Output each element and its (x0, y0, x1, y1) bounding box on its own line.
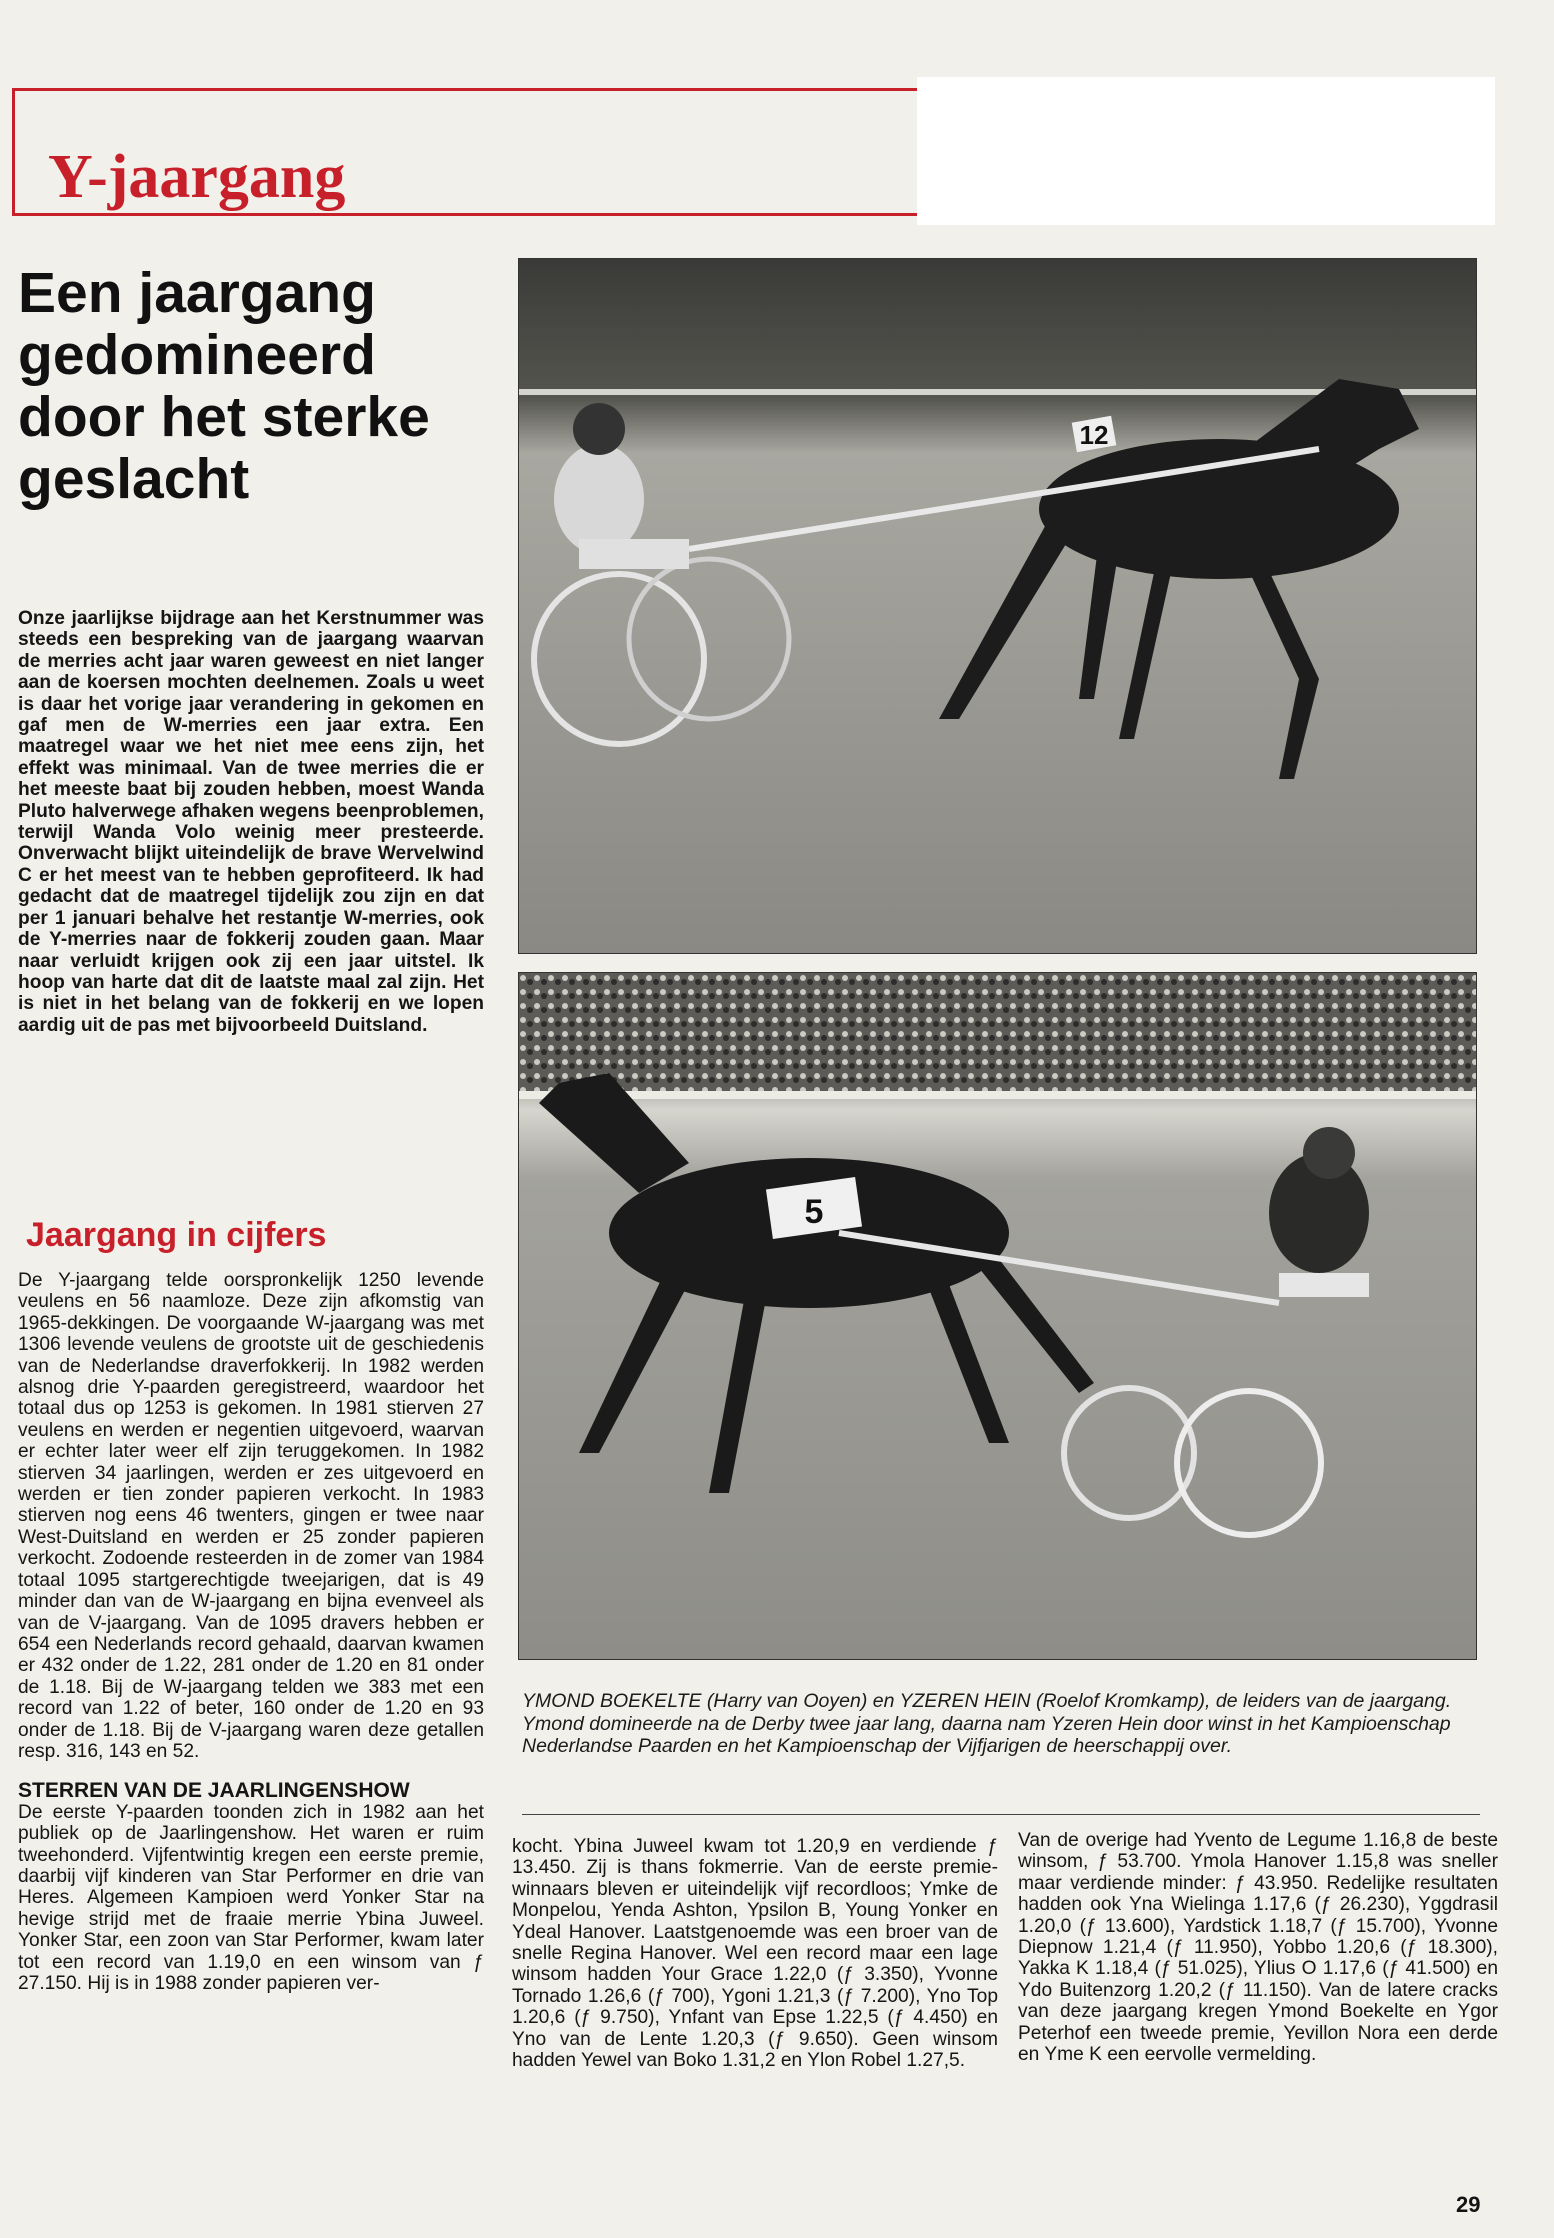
section-tag: Y-jaargang (48, 146, 351, 208)
photo-trotter-12 (518, 258, 1477, 954)
header-rule-left (12, 88, 15, 216)
photo-caption: YMOND BOEKELTE (Harry van Ooyen) en YZEREN HEIN (Roelof Kromkamp), de leiders van de jaargang. Ymond domineerde na de Derby twee jaar lang, daarna nam Yzeren Hein door winst in het Kampioenschap Nederlandse Paarden en het Kampioenschap der Vijfjarigen de heerschappij over. (522, 1690, 1452, 1758)
photo-trotter-5-image (519, 973, 1476, 1659)
jaarlingenshow-text-1: De eerste Y-paarden toonden zich in 1982 aan het publiek op de Jaarlingenshow. Het waren er ruim tweehonderd. Vijfentwintig kregen een eerste premie, daarbij vijf kinderen van Star Performer en drie van Heres. Algemeen Kampioen werd Yonker Star na hevige strijd met de fraaie merrie Ybina Juweel. Yonker Star, een zoon van Star Performer, kwam later tot een record van 1.19,0 en een winsom van ƒ 27.150. Hij is in 1988 zonder papieren ver- (18, 1801, 484, 1994)
article-headline: Een jaargang gedomineerd door het sterke geslacht (18, 261, 430, 511)
jaarlingenshow-text-2: kocht. Ybina Juweel kwam tot 1.20,9 en verdiende ƒ 13.450. Zij is thans fokmerrie. Van de eerste premie-winnaars bleven er uiteindelijk vijf recordloos; Ymke de Monpelou, Yenda Ashton, Ypsilon B, Young Yonker en Ydeal Hanover. Laatstgenoemde was een broer van de snelle Regina Hanover. Wel een record maar een lage winsom hadden Your Grace 1.22,0 (ƒ 3.350), Yvonne Tornado 1.26,6 (ƒ 700), Ygoni 1.21,3 (ƒ 7.200), Yno Top 1.20,6 (ƒ 9.750), Ynfant van Epse 1.22,5 (ƒ 4.450) en Yno van de Lente 1.20,3 (ƒ 9.650). Geen winsom hadden Yewel van Boko 1.31,2 en Ylon Robel 1.27,5. (512, 1836, 998, 2072)
photo-trotter-12-image (519, 259, 1476, 953)
blank-label-box (917, 77, 1495, 225)
column-right-body (1018, 1830, 1498, 2065)
section-heading-jaarlingenshow: STERREN VAN DE JAARLINGENSHOW (18, 1779, 410, 1803)
intro-text: Onze jaarlijkse bijdrage aan het Kerstnummer was steeds een bespreking van de jaargang waarvan de merries acht jaar waren geweest en niet langer aan de koersen mochten deelnemen. Zoals u weet is daar het vorige jaar verandering in gekomen en gaf men de W-merries een jaar extra. Een maatregel waar we het niet mee eens zijn, het effekt was minimaal. Van de twee merries die er het meeste baat bij zouden hebben, moest Wanda Pluto halverwege afhaken wegens beenproblemen, terwijl Wanda Volo weinig meer presteerde. Onverwacht blijkt uiteindelijk de brave Wervelwind C er het meest van te hebben geprofiteerd. Ik had gedacht dat de maatregel tijdelijk zou zijn en dat per 1 januari behalve het restantje W-merries, ook de Y-merries naar de fokkerij zouden gaan. Maar naar verluidt krijgen ook zij een jaar uitstel. Ik hoop van harte dat dit de laatste maal zal zijn. Het is niet in het belang van de fokkerij en we lopen aardig uit de pas met bijvoorbeeld Duitsland. (18, 608, 484, 1036)
photo-number-12: 12 (1079, 420, 1109, 450)
header-rule-top (12, 88, 917, 91)
photo-number-5: 5 (804, 1193, 824, 1231)
caption-divider (522, 1814, 1480, 1815)
cijfers-text: De Y-jaargang telde oorspronkelijk 1250 levende veulens en 56 naamloze. Deze zijn afkomstig van 1965-dekkingen. De voorgaande W-jaargang was met 1306 levende veulens de grootste uit de geschiedenis van de Nederlandse draverfokkerij. In 1982 werden alsnog drie Y-paarden geregistreerd, waardoor het totaal dus op 1253 is gekomen. In 1981 stierven 27 veulens en werden er negentien uitgevoerd, waarvan er echter later weer elf zijn teruggekomen. In 1982 stierven 34 jaarlingen, werden er zes uitgevoerd en werden er tien zonder papieren verkocht. In 1983 stierven nog eens 46 twenters, gingen er twee naar West-Duitsland en werden er 25 zonder papieren verkocht. Zodoende resteerden in de zomer van 1984 totaal 1095 startgerechtigde tweejarigen, dat is 49 minder dan van de W-jaargang en bijna evenveel als van de V-jaargang. Van de 1095 dravers hebben er 654 een Nederlands record gehaald, daarvan kwamen er 432 onder de 1.22, 281 onder de 1.20 en 81 onder de 1.18. Bij de W-jaargang telden we 383 met een record van 1.22 of beter, 160 onder de 1.20 en 93 onder de 1.18. Bij de V-jaargang waren deze getallen resp. 316, 143 en 52. (18, 1270, 484, 1762)
intro-paragraph (18, 608, 484, 1036)
column-middle-body (512, 1836, 998, 2071)
jaarlingenshow-text-3: Van de overige had Yvento de Legume 1.16,8 de beste winsom, ƒ 53.700. Ymola Hanover 1.15,8 was sneller maar verdiende minder: ƒ 43.950. Redelijke resultaten hadden ook Yna Wielinga 1.17,6 (ƒ 26.230), Yggdrasil 1.20,0 (ƒ 13.600), Yardstick 1.18,7 (ƒ 15.700), Yvonne Diepnow 1.21,4 (ƒ 11.950), Yobbo 1.20,6 (ƒ 18.300), Yakka K 1.18,4 (ƒ 51.025), Ylius O 1.17,6 (ƒ 41.500) en Ydo Buitenzorg 1.20,2 (ƒ 11.150). Van de latere cracks van deze jaargang kregen Ymond Boekelte en Ygor Peterhof een tweede premie, Yevillon Nora een derde en Yme K een eervolle vermelding. (1018, 1830, 1498, 2066)
column-left-body (18, 1270, 484, 1994)
header-rule-bottom (12, 213, 1012, 216)
photo-trotter-5 (518, 972, 1477, 1660)
page-number: 29 (1456, 2192, 1481, 2217)
section-heading-cijfers: Jaargang in cijfers (26, 1216, 327, 1254)
